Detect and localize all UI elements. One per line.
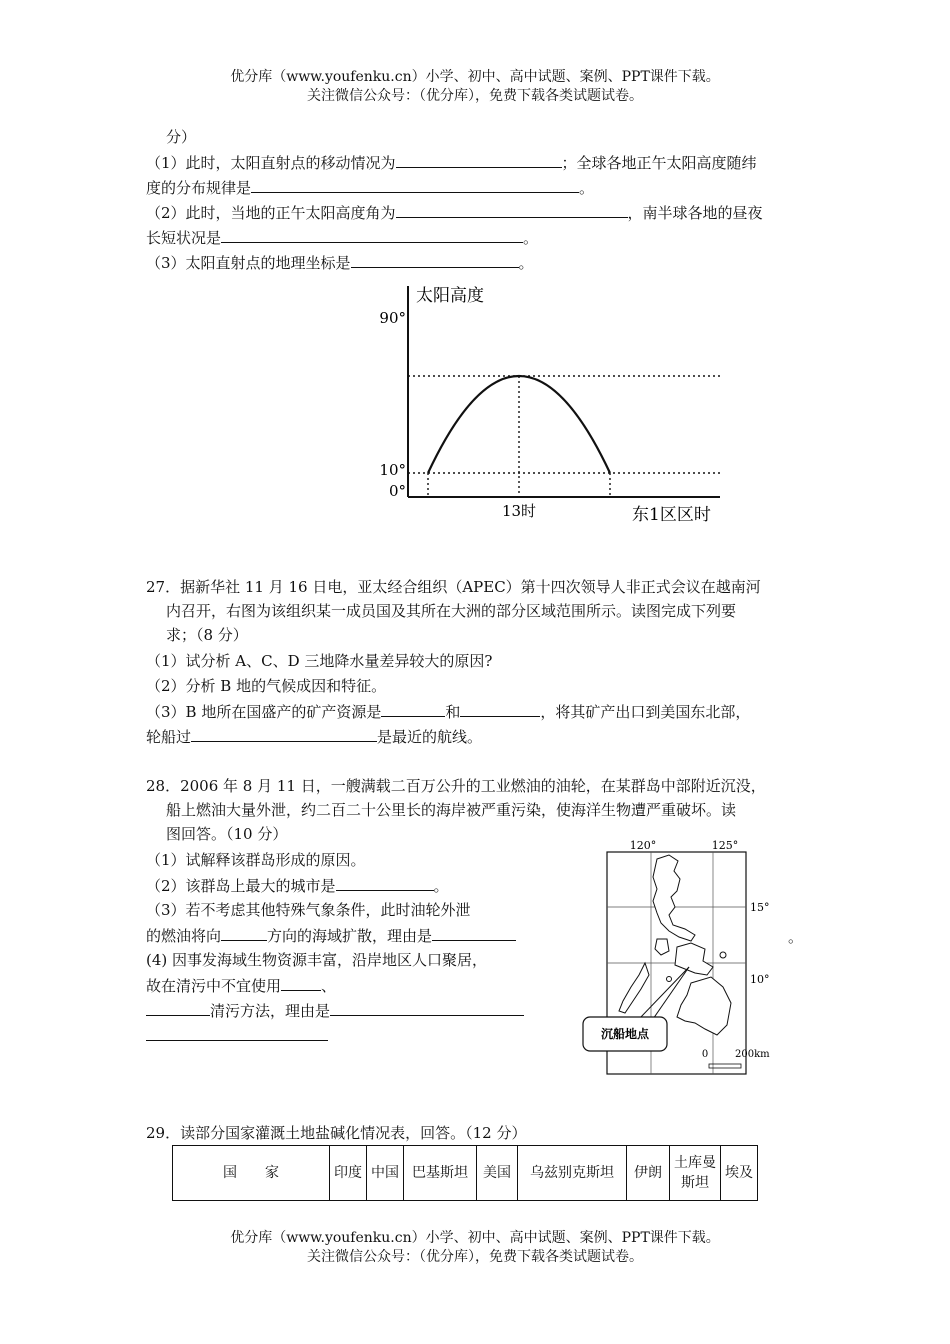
sun-altitude-chart [360, 280, 740, 530]
q26-sub2-cont [146, 227, 538, 248]
q28-sub4-cont [146, 975, 336, 996]
answer-blank[interactable] [336, 875, 434, 891]
q26-sub2-text-b: ，南半球各地的昼夜 [627, 204, 763, 222]
answer-blank[interactable] [191, 726, 377, 742]
visayas-islands [675, 943, 713, 975]
answer-blank[interactable] [330, 1000, 524, 1016]
q28-sub3-text-b: 的燃油将向 [146, 927, 222, 945]
country-cell: 伊朗 [627, 1146, 670, 1201]
q28-sub4-cont3 [146, 1025, 328, 1046]
islet [667, 977, 672, 982]
y-tick-10: 10° [379, 461, 406, 479]
answer-blank[interactable] [281, 975, 321, 991]
archipelago-map [573, 835, 788, 1080]
y-tick-0: 0° [388, 482, 406, 500]
q27-sub3-text-d: 轮船过 [146, 728, 192, 746]
q28-sub1: （1）试解释该群岛形成的原因。 [146, 851, 366, 869]
q28-sub4-comma: 、 [321, 977, 337, 995]
q27-sub3 [146, 701, 750, 722]
q29-title: 29．读部分国家灌溉土地盐碱化情况表，回答。（12 分） [146, 1124, 527, 1142]
page-header-line2: 关注微信公众号：（优分库），免费下载各类试题试卷。 [307, 88, 643, 104]
answer-blank[interactable] [351, 252, 519, 268]
q27-stem-line3: 求；（8 分） [166, 626, 248, 644]
country-cell: 乌兹别克斯坦 [518, 1146, 627, 1201]
q26-sub1-text-c: 度的分布规律是 [146, 179, 252, 197]
answer-blank[interactable] [221, 227, 523, 243]
answer-blank[interactable] [396, 202, 628, 218]
lat-15: 15° [750, 901, 770, 914]
q28-stem-line1: 28．2006 年 8 月 11 日，一艘满载二百万公升的工业燃油的油轮，在某群岛中部附近沉没， [146, 777, 766, 795]
q28-sub2-period: 。 [433, 877, 449, 895]
country-cell: 印度 [330, 1146, 367, 1201]
stray-period: 。 [788, 928, 804, 946]
q27-sub3-and: 和 [445, 703, 461, 721]
q26-sub3 [146, 252, 534, 273]
q28-sub4-cont2 [146, 1000, 524, 1021]
q27-sub2: （2）分析 B 地的气候成因和特征。 [146, 677, 387, 695]
page-header-line1: 优分库（www.youfenku.cn）小学、初中、高中试题、案例、PPT课件下载。 [230, 69, 720, 85]
q28-sub2-text: （2）该群岛上最大的城市是 [146, 877, 336, 895]
country-cell: 中国 [367, 1146, 404, 1201]
period: 。 [579, 179, 595, 197]
q26-sub2-text-c: 长短状况是 [146, 229, 222, 247]
header-cell: 国 家 [173, 1146, 330, 1201]
q28-sub4: (4) 因事发海域生物资源丰富，沿岸地区人口聚居， [146, 951, 488, 969]
mindoro-island [655, 939, 669, 955]
q26-sub2-text: （2）此时，当地的正午太阳高度角为 [146, 204, 396, 222]
lat-10: 10° [750, 973, 770, 986]
answer-blank[interactable] [146, 1000, 210, 1016]
answer-blank[interactable] [221, 925, 267, 941]
period: 。 [523, 229, 539, 247]
q28-sub3-text-c: 方向的海域扩散，理由是 [267, 927, 433, 945]
q27-sub1: （1）试分析 A、C、D 三地降水量差异较大的原因? [146, 652, 493, 670]
country-cell: 土库曼斯坦 [670, 1146, 721, 1201]
q26-sub1-text: （1）此时，太阳直射点的移动情况为 [146, 154, 396, 172]
q28-sub3-cont [146, 925, 516, 946]
table-row [173, 1146, 758, 1201]
answer-blank[interactable] [381, 701, 445, 717]
answer-blank[interactable] [460, 701, 540, 717]
scale-zero: 0 [701, 1049, 709, 1060]
page-footer-line2: 关注微信公众号：（优分库），免费下载各类试题试卷。 [307, 1249, 643, 1265]
answer-blank[interactable] [251, 177, 579, 193]
q26-sub1-text-b: ；全球各地正午太阳高度随纬 [561, 154, 757, 172]
q26-score-tail: 分） [166, 128, 197, 146]
country-cell: 美国 [477, 1146, 518, 1201]
lon-120: 120° [629, 839, 657, 852]
answer-blank[interactable] [432, 925, 516, 941]
y-axis-label: 太阳高度 [416, 286, 484, 306]
q27-sub3-cont [146, 726, 482, 747]
luzon-island [653, 855, 695, 941]
mindanao-island [677, 977, 731, 1035]
q28-sub4-text-d: 清污方法，理由是 [210, 1002, 331, 1020]
y-tick-90: 90° [379, 309, 406, 327]
x-tick-13: 13时 [501, 502, 537, 520]
q28-stem-line3: 图回答。（10 分） [166, 825, 288, 843]
sun-altitude-curve [428, 376, 610, 473]
q26-sub1-cont [146, 177, 594, 198]
island-shapes [619, 855, 731, 1035]
scale-bar [709, 1064, 741, 1068]
page-footer-line1: 优分库（www.youfenku.cn）小学、初中、高中试题、案例、PPT课件下载。 [230, 1230, 720, 1246]
q28-sub3: （3）若不考虑其他特殊气象条件，此时油轮外泄 [146, 901, 471, 919]
q28-sub4-text-b: 故在清污中不宜使用 [146, 977, 282, 995]
answer-blank[interactable] [146, 1025, 328, 1041]
country-cell: 埃及 [721, 1146, 758, 1201]
q28-sub2 [146, 875, 449, 896]
q26-sub3-text: （3）太阳直射点的地理坐标是 [146, 254, 351, 272]
q27-stem-line2: 内召开，右图为该组织某一成员国及其所在大洲的部分区域范围所示。读图完成下列要 [166, 602, 737, 620]
sinking-site-label: 沉船地点 [600, 1027, 650, 1041]
scale-end: 200km [735, 1049, 770, 1060]
answer-blank[interactable] [396, 152, 562, 168]
x-axis-label: 东1区区时 [632, 505, 711, 525]
islet [720, 952, 726, 958]
q26-sub1 [146, 152, 757, 173]
q27-stem-line1: 27．据新华社 11 月 16 日电，亚太经合组织（APEC）第十四次领导人非正式会议在越南河 [146, 578, 761, 596]
q27-sub3-text-e: 是最近的航线。 [377, 728, 483, 746]
palawan-island [619, 963, 649, 1013]
q27-sub3-text: （3）B 地所在国盛产的矿产资源是 [146, 703, 382, 721]
q28-stem-line2: 船上燃油大量外泄，约二百二十公里长的海岸被严重污染，使海洋生物遭严重破坏。读 [166, 801, 737, 819]
q27-sub3-text-c: ，将其矿产出口到美国东北部， [540, 703, 751, 721]
q26-sub2 [146, 202, 763, 223]
country-cell: 巴基斯坦 [404, 1146, 477, 1201]
salinization-table [172, 1145, 758, 1201]
period: 。 [518, 254, 534, 272]
lon-125: 125° [711, 839, 739, 852]
